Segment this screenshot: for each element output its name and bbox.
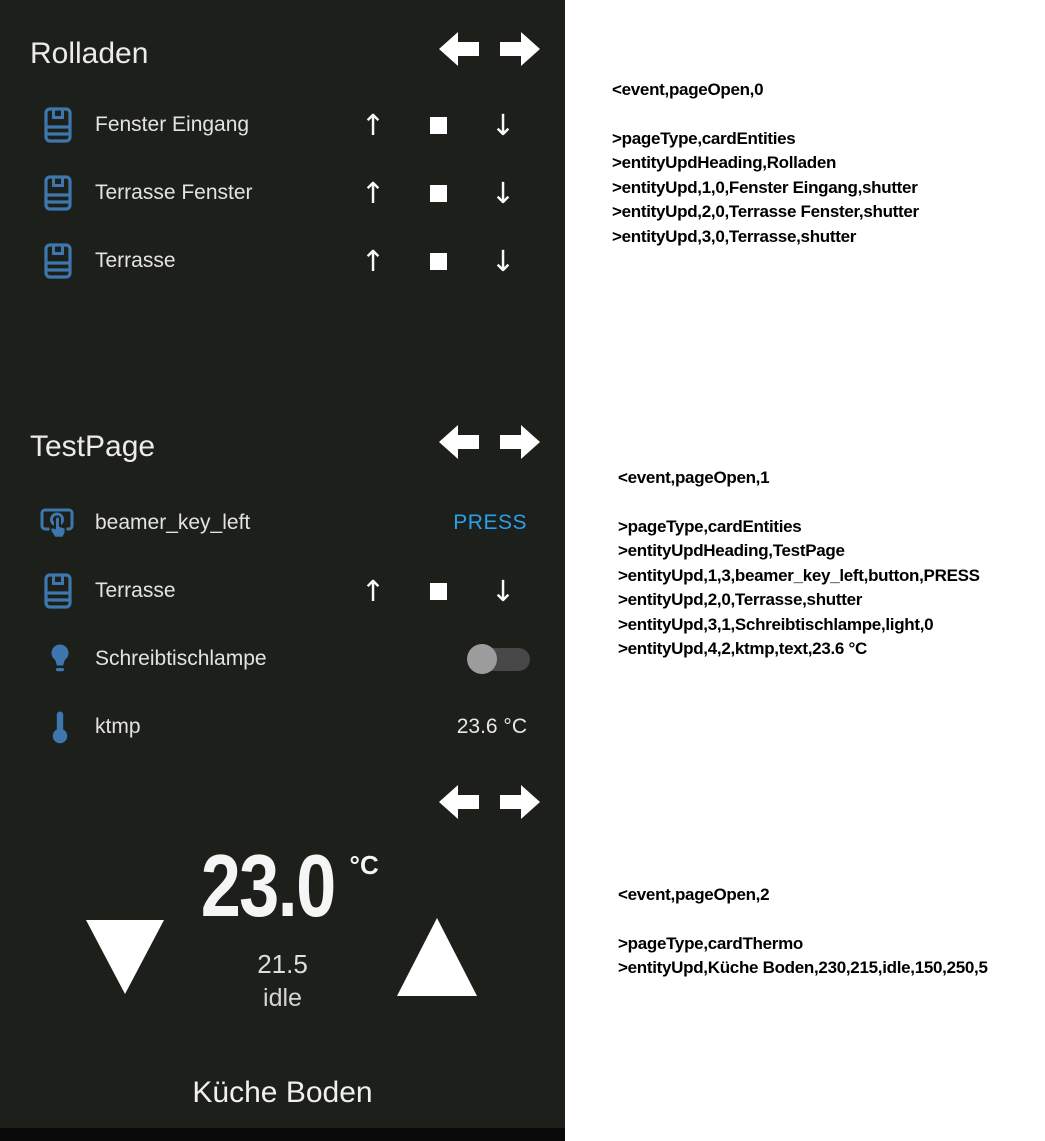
protocol-line: <event,pageOpen,2 (618, 885, 770, 904)
blank-line (612, 103, 919, 127)
protocol-line: <event,pageOpen,0 (612, 80, 764, 99)
light-toggle-switch[interactable] (467, 644, 531, 674)
shutter-down-button[interactable] (485, 569, 521, 613)
entity-row-fenster-eingang (0, 103, 565, 147)
shutter-up-button[interactable] (355, 103, 391, 147)
arrow-right-icon (500, 424, 540, 463)
entity-row-beamer-key-left (0, 501, 565, 545)
entity-label: ktmp (95, 715, 141, 738)
arrow-down-icon: ↓ (490, 107, 516, 142)
current-temperature (0, 836, 565, 935)
card2-nav-left-button[interactable] (437, 425, 481, 461)
protocol-line: >entityUpd,1,3,beamer_key_left,button,PRESS (618, 565, 980, 585)
arrow-up-icon: ↑ (360, 107, 386, 142)
stop-icon (430, 253, 447, 270)
shutter-up-button[interactable] (355, 171, 391, 215)
protocol-line: >entityUpdHeading,TestPage (618, 541, 845, 560)
card1-nav-right-button[interactable] (498, 32, 542, 68)
protocol-line: <event,pageOpen,1 (618, 468, 770, 487)
protocol-line: >pageType,cardEntities (618, 516, 802, 536)
stop-icon (430, 583, 447, 600)
shutter-down-button[interactable] (485, 103, 521, 147)
entity-label: Schreibtischlampe (95, 647, 267, 670)
blank-line (618, 908, 988, 932)
arrow-down-icon: ↓ (490, 175, 516, 210)
stop-icon (430, 117, 447, 134)
gesture-tap-button-icon (40, 506, 76, 540)
protocol-block-page0 (612, 78, 919, 249)
window-shutter-icon (44, 107, 72, 143)
window-shutter-icon (44, 573, 72, 609)
shutter-stop-button[interactable] (420, 171, 456, 215)
shutter-stop-button[interactable] (420, 103, 456, 147)
arrow-down-icon: ↓ (490, 573, 516, 608)
shutter-stop-button[interactable] (420, 569, 456, 613)
target-temperature: 21.5 (257, 949, 308, 979)
shutter-down-button[interactable] (485, 239, 521, 283)
thermometer-icon (50, 710, 70, 744)
arrow-up-icon: ↑ (360, 243, 386, 278)
thermostat-state: idle (263, 984, 302, 1012)
card2-title: TestPage (30, 430, 156, 463)
protocol-line: >entityUpd,4,2,ktmp,text,23.6 °C (618, 639, 867, 658)
protocol-line: >pageType,cardEntities (612, 128, 796, 148)
blank-line (618, 491, 980, 515)
arrow-up-icon: ↑ (360, 573, 386, 608)
card3-nav-left-button[interactable] (437, 785, 481, 821)
shutter-down-button[interactable] (485, 171, 521, 215)
arrow-right-icon (500, 31, 540, 70)
sensor-value: 23.6 °C (456, 715, 527, 738)
arrow-left-icon (439, 31, 479, 70)
arrow-up-icon: ↑ (360, 175, 386, 210)
card1-nav-left-button[interactable] (437, 32, 481, 68)
current-temperature-value: 23.0 (200, 836, 335, 935)
arrow-right-icon (500, 784, 540, 823)
entity-row-terrasse-fenster (0, 171, 565, 215)
protocol-line: >entityUpd,3,1,Schreibtischlampe,light,0 (618, 614, 934, 634)
toggle-knob (467, 644, 497, 674)
entity-label: Terrasse (95, 249, 176, 272)
entity-label: Terrasse (95, 579, 176, 602)
protocol-line: >entityUpd,2,0,Terrasse,shutter (618, 590, 863, 609)
arrow-down-icon: ↓ (490, 243, 516, 278)
entity-label: Fenster Eingang (95, 113, 250, 136)
protocol-line: >entityUpd,2,0,Terrasse Fenster,shutter (612, 202, 919, 221)
shutter-stop-button[interactable] (420, 239, 456, 283)
protocol-line: >entityUpd,Küche Boden,230,215,idle,150,250,5 (618, 958, 988, 977)
entity-label: Terrasse Fenster (95, 181, 253, 204)
shutter-up-button[interactable] (355, 239, 391, 283)
arrow-left-icon (439, 784, 479, 823)
arrow-left-icon (439, 424, 479, 463)
temperature-unit: °C (349, 850, 379, 880)
thermostat-title: Küche Boden (192, 1076, 373, 1109)
panel-bottom-bezel (0, 1128, 565, 1141)
window-shutter-icon (44, 175, 72, 211)
protocol-line: >pageType,cardThermo (618, 933, 803, 953)
stop-icon (430, 185, 447, 202)
entity-label: beamer_key_left (95, 511, 251, 534)
protocol-block-page1 (618, 466, 980, 662)
protocol-line: >entityUpd,1,0,Fenster Eingang,shutter (612, 177, 918, 197)
entity-row-ktmp (0, 705, 565, 749)
protocol-line: >entityUpd,3,0,Terrasse,shutter (612, 226, 857, 246)
shutter-up-button[interactable] (355, 569, 391, 613)
entity-row-schreibtischlampe (0, 637, 565, 681)
press-button[interactable]: PRESS (453, 511, 527, 534)
window-shutter-icon (44, 243, 72, 279)
protocol-annotations (565, 0, 1045, 1141)
protocol-line: >entityUpdHeading,Rolladen (612, 153, 837, 172)
protocol-block-page2 (618, 883, 988, 981)
entity-row-terrasse-2 (0, 569, 565, 613)
card1-title: Rolladen (30, 37, 149, 70)
card2-nav-right-button[interactable] (498, 425, 542, 461)
lightbulb-icon (47, 643, 73, 675)
card3-nav-right-button[interactable] (498, 785, 542, 821)
entity-row-terrasse (0, 239, 565, 283)
